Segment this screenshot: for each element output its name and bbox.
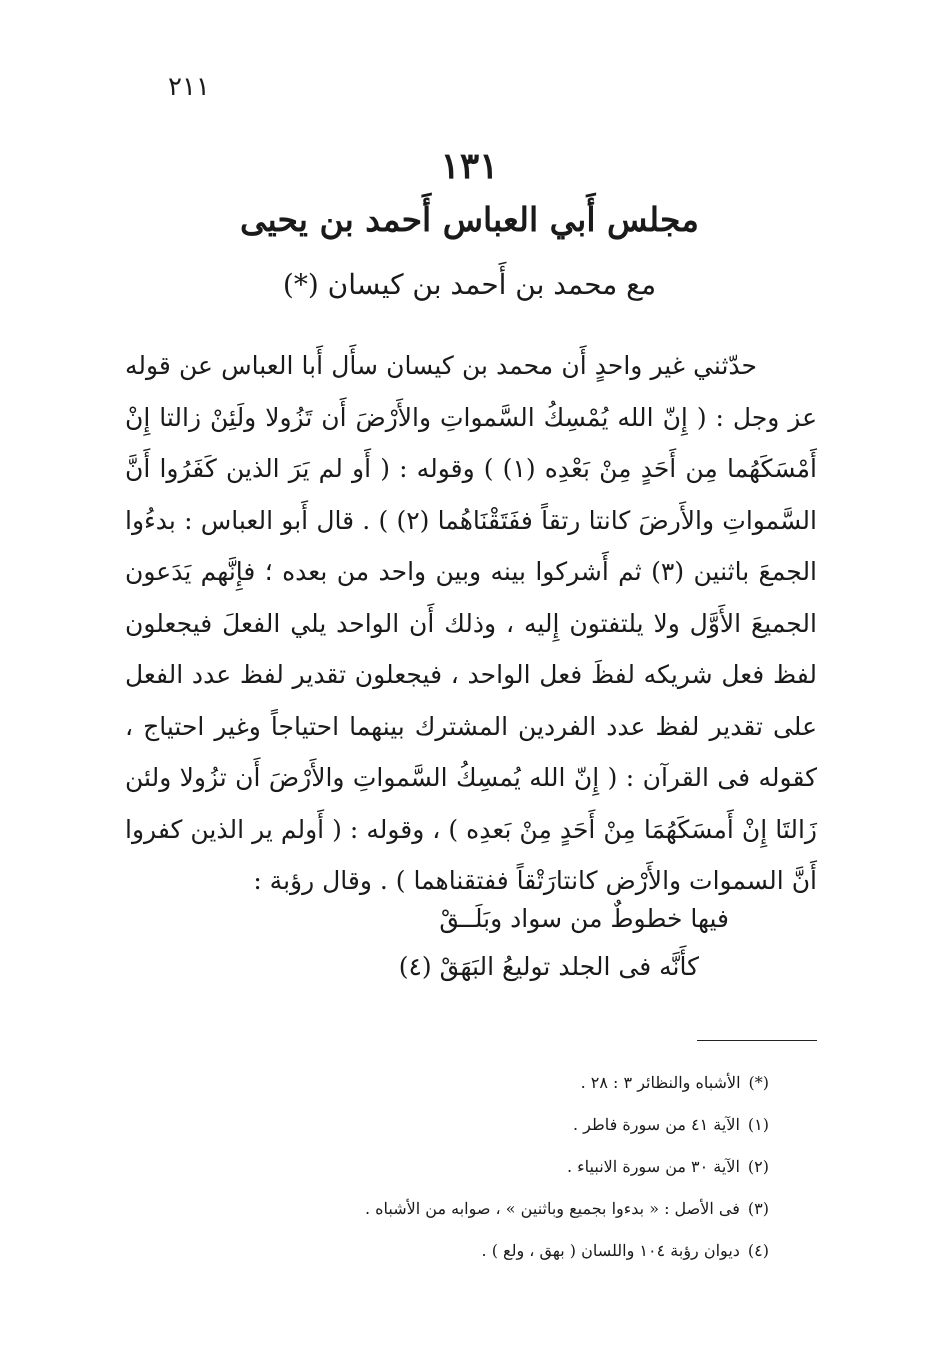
footnote xyxy=(120,1188,769,1230)
footnote xyxy=(120,1146,769,1188)
footnote-marker: (٣) xyxy=(747,1199,769,1218)
footnote-divider xyxy=(697,1040,817,1041)
footnote-text: الآية ٣٠ من سورة الانبياء . xyxy=(566,1157,740,1176)
chapter-subtitle: مع محمد بن أَحمد بن كيسان (*) xyxy=(282,268,657,301)
page-number: ٢١١ xyxy=(168,72,210,102)
body-text xyxy=(125,340,817,907)
footnote-text: الآية ٤١ من سورة فاطر . xyxy=(572,1115,740,1134)
footnote-marker: (٤) xyxy=(747,1241,769,1260)
verse-line-1: فيها خطوطٌ من سواد وبَلَــقْ xyxy=(439,904,729,933)
chapter-title: مجلس أَبي العباس أَحمد بن يحيى xyxy=(240,200,699,239)
chapter-number: ١٣١ xyxy=(440,145,499,187)
footnote-text: ديوان رؤبة ١٠٤ واللسان ( بهق ، ولع ) . xyxy=(481,1241,740,1260)
footnote-marker: (١) xyxy=(747,1115,769,1134)
footnotes xyxy=(120,1062,769,1272)
footnote-marker: (٢) xyxy=(747,1157,769,1176)
footnote xyxy=(120,1104,769,1146)
verse-line-2: كأَنَّه فى الجلد توليعُ البَهَقْ (٤) xyxy=(398,952,699,981)
footnote-text: فى الأصل : « بدءوا بجميع وباثنين » ، صوابه من الأشباه . xyxy=(364,1199,740,1218)
footnote xyxy=(120,1062,769,1104)
body-paragraph: حدّثني غير واحدٍ أَن محمد بن كيسان سأَل أَبا العباس عن قوله عز وجل : ( إِنّ الله يُمْسِكُ السَّمواتِ والأَرْضَ أَن تَزُولا ولَئِنْ زالتا إِنْ أَمْسَكَهُما مِن أَحَدٍ مِنْ بَعْدِه (١) ) وقوله : ( أَو لم يَرَ الذين كَفَرُوا أَنَّ السَّمواتِ والأَرضَ كانتا رتقاً ففَتَقْنَاهُما (٢) ) . قال أَبو العباس : بدءُوا الجمعَ باثنين (٣) ثم أَشركوا بينه وبين واحد من بعده ؛ فإِنَّهم يَدَعون الجميعَ الأَوَّل ولا يلتفتون إِليه ، وذلك أَن الواحد يلي الفعلَ فيجعلون لفظ فعل شريكه لفظَ فعل الواحد ، فيجعلون تقدير لفظ عدد الفعل على تقدير لفظ عدد الفردين المشترك بينهما احتياجاً وغير احتياج ، كقوله فى القرآن : ( إِنّ الله يُمسِكُ السَّمواتِ والأَرْضَ أَن تزُولا ولئن زَالتَا إِنْ أَمسَكَهُمَا مِنْ أَحَدٍ مِنْ بَعدِه ) ، وقوله : ( أَولم ير الذين كفروا أَنَّ السموات والأَرْض كانتارَتْقاً ففتقناهما ) . وقال رؤبة : xyxy=(125,351,818,895)
footnote-marker: (*) xyxy=(748,1073,769,1092)
footnote-text: الأشباه والنظائر ٣ : ٢٨ . xyxy=(580,1073,741,1092)
poetry-verse xyxy=(399,895,729,991)
footnote xyxy=(120,1230,769,1272)
